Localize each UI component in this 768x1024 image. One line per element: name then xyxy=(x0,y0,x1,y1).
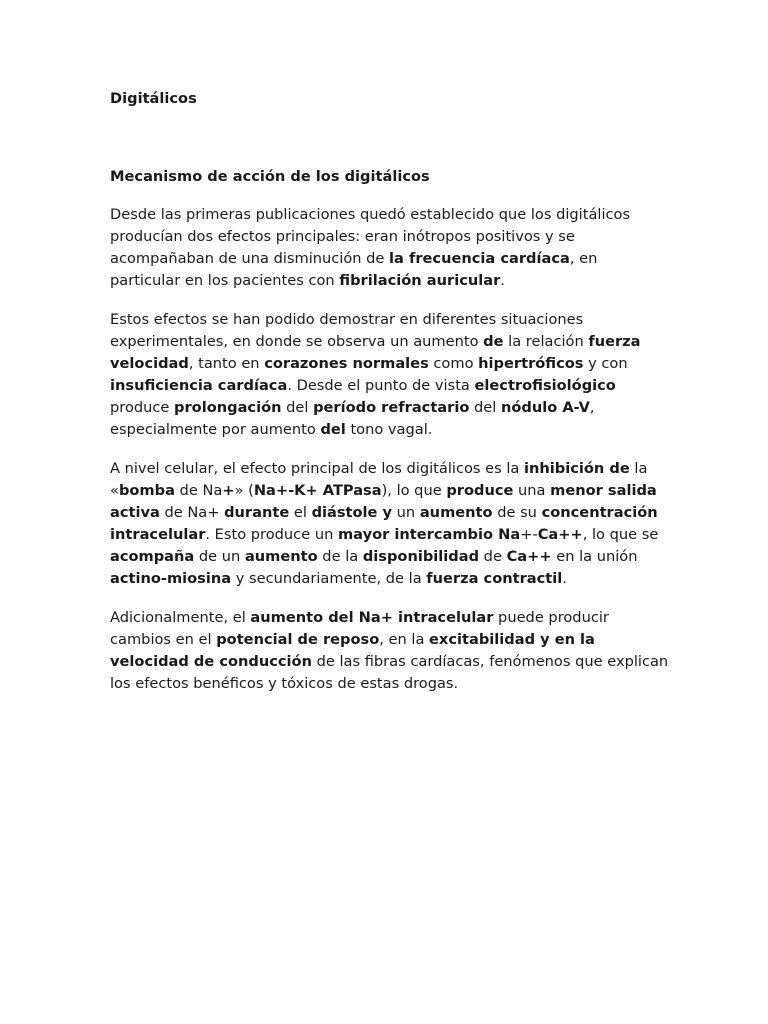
text-run: . Desde el punto de vista xyxy=(287,377,475,394)
bold-text-run: de xyxy=(483,333,504,350)
bold-text-run: concentración intracelular xyxy=(110,504,658,543)
text-run: . xyxy=(500,272,505,289)
text-run: la « xyxy=(110,460,648,499)
bold-text-run: inhibición de xyxy=(524,460,630,477)
bold-text-run: hipertróficos xyxy=(478,355,584,372)
text-run: » ( xyxy=(234,482,254,499)
text-run: Adicionalmente, el xyxy=(110,609,251,626)
text-run: Desde las primeras publicaciones quedó establecido que los digitálicos producían dos efectos principales: eran inótropos positivos y se acompañaban de una disminución de xyxy=(110,206,631,267)
text-run: +- xyxy=(520,526,538,543)
text-run: del xyxy=(469,399,501,416)
text-run: produce xyxy=(110,399,175,416)
paragraph-3 xyxy=(110,458,670,590)
text-run: tono vagal. xyxy=(345,421,433,438)
bold-text-run: + xyxy=(222,482,235,499)
text-run: de Na+ xyxy=(159,504,225,521)
text-run: de un xyxy=(194,548,245,565)
text-run: de xyxy=(479,548,507,565)
text-run: , en particular en los pacientes con xyxy=(110,250,598,289)
bold-text-run: período refractario xyxy=(313,399,470,416)
bold-text-run: excitabilidad y en la velocidad de conducción xyxy=(110,631,595,670)
bold-text-run: prolongación xyxy=(174,399,282,416)
bold-text-run: durante xyxy=(224,504,290,521)
text-run: la relación xyxy=(503,333,589,350)
text-run: A nivel celular, el efecto principal de los digitálicos es la xyxy=(110,460,525,477)
text-run: . xyxy=(562,570,567,587)
document-body xyxy=(110,204,670,695)
section-heading: Mecanismo de acción de los digitálicos xyxy=(110,168,430,185)
bold-text-run: insuficiencia cardíaca xyxy=(110,377,288,394)
bold-text-run: nódulo A-V xyxy=(500,399,590,416)
text-run: como xyxy=(428,355,479,372)
text-run: y secundariamente, de la xyxy=(231,570,427,587)
bold-text-run: diástole y xyxy=(311,504,393,521)
text-run: de las fibras cardíacas, fenómenos que explican los efectos benéficos y tóxicos de estas drogas. xyxy=(110,653,669,692)
bold-text-run: Ca++ xyxy=(506,548,552,565)
text-run: una xyxy=(513,482,551,499)
text-run: y con xyxy=(583,355,628,372)
bold-text-run: corazones normales xyxy=(264,355,429,372)
bold-text-run: fuerza contractil xyxy=(426,570,563,587)
text-run: de la xyxy=(317,548,363,565)
text-run: del xyxy=(281,399,314,416)
text-run: , especialmente por aumento xyxy=(110,399,595,438)
document-page xyxy=(110,88,670,712)
bold-text-run: Na+-K+ ATPasa xyxy=(253,482,382,499)
text-run: de Na xyxy=(174,482,223,499)
text-run: en la unión xyxy=(551,548,638,565)
paragraph-2 xyxy=(110,309,670,441)
bold-text-run: actino-miosina xyxy=(110,570,232,587)
bold-text-run: potencial de reposo xyxy=(216,631,380,648)
bold-text-run: acompaña xyxy=(110,548,195,565)
bold-text-run: aumento del Na+ intracelular xyxy=(250,609,494,626)
text-run: , en la xyxy=(379,631,430,648)
bold-text-run: fibrilación auricular xyxy=(339,272,501,289)
bold-text-run: disponibilidad xyxy=(362,548,480,565)
bold-text-run: menor salida activa xyxy=(110,482,657,521)
text-run: el xyxy=(289,504,312,521)
text-run: , lo que se xyxy=(582,526,659,543)
bold-text-run: Ca++ xyxy=(537,526,583,543)
text-run: ), lo que xyxy=(381,482,447,499)
bold-text-run: produce xyxy=(446,482,514,499)
text-run: , tanto en xyxy=(188,355,265,372)
text-run: Estos efectos se han podido demostrar en diferentes situaciones experimentales, en donde se observa un aumento xyxy=(110,311,584,350)
bold-text-run: fuerza velocidad xyxy=(110,333,641,372)
document-title: Digitálicos xyxy=(110,90,197,107)
text-run: . Esto produce un xyxy=(205,526,338,543)
text-run: un xyxy=(392,504,420,521)
bold-text-run: electrofisiológico xyxy=(474,377,616,394)
bold-text-run: bomba xyxy=(118,482,175,499)
bold-text-run: la frecuencia cardíaca xyxy=(389,250,570,267)
paragraph-1 xyxy=(110,204,670,292)
text-run: puede producir cambios en el xyxy=(110,609,609,648)
paragraph-4 xyxy=(110,607,670,695)
bold-text-run: aumento xyxy=(244,548,318,565)
bold-text-run: mayor intercambio Na xyxy=(337,526,521,543)
bold-text-run: aumento xyxy=(419,504,493,521)
text-run: de su xyxy=(492,504,542,521)
bold-text-run: del xyxy=(320,421,346,438)
